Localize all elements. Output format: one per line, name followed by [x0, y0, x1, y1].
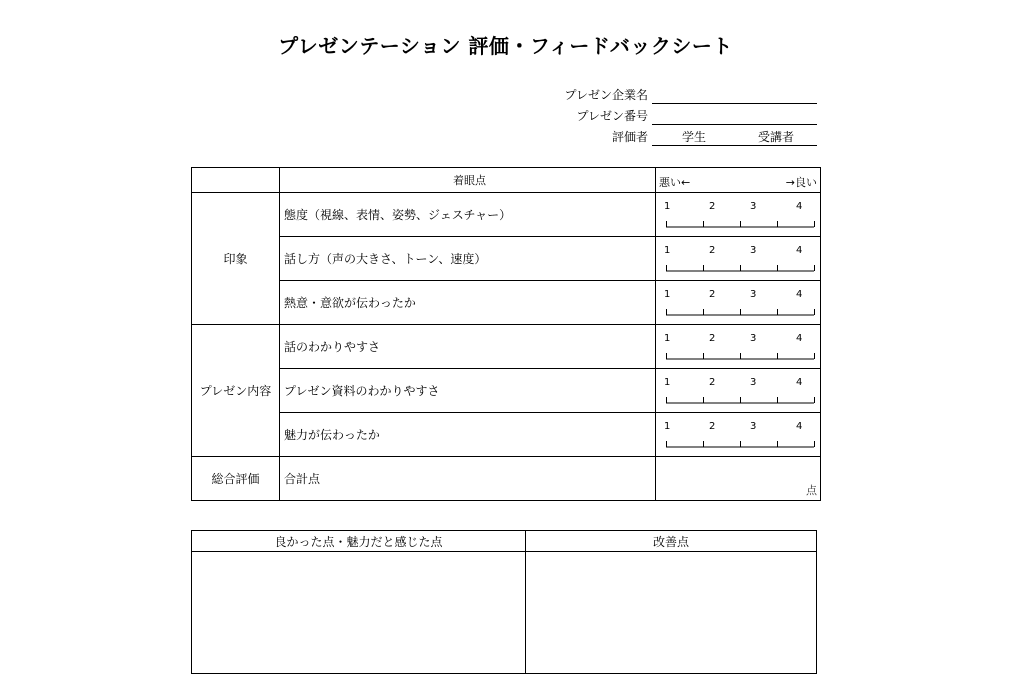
- total-row: [192, 457, 821, 501]
- rating-scale[interactable]: [656, 237, 821, 281]
- scale-number-3: 3: [750, 333, 757, 344]
- header-empty: [192, 168, 280, 193]
- total-score-field[interactable]: [656, 457, 821, 501]
- scale-ruler: [656, 281, 820, 324]
- scale-number-2: 2: [709, 201, 716, 212]
- scale-number-2: 2: [709, 421, 716, 432]
- feedback-table: [191, 530, 817, 674]
- category-total: 総合評価: [192, 457, 280, 501]
- total-label: 合計点: [280, 457, 656, 501]
- scale-wrap: [656, 325, 820, 368]
- header-scale: [656, 168, 821, 193]
- item-label: 魅力が伝わったか: [280, 413, 656, 457]
- table-row: [192, 413, 821, 457]
- scale-number-3: 3: [750, 377, 757, 388]
- scale-number-1: 1: [664, 245, 671, 256]
- item-label: 態度（視線、表情、姿勢、ジェスチャー）: [280, 193, 656, 237]
- improvements-field[interactable]: [526, 552, 817, 674]
- scale-number-1: 1: [664, 421, 671, 432]
- scale-number-2: 2: [709, 289, 716, 300]
- scale-number-4: 4: [796, 245, 803, 256]
- table-row: [192, 237, 821, 281]
- item-label: 話し方（声の大きさ、トーン、速度）: [280, 237, 656, 281]
- scale-ruler: [656, 369, 820, 412]
- table-header: [192, 168, 821, 193]
- scale-number-1: 1: [664, 333, 671, 344]
- company-label: プレゼン企業名: [564, 88, 648, 102]
- scale-number-2: 2: [709, 333, 716, 344]
- number-field[interactable]: [652, 107, 817, 125]
- rating-scale[interactable]: [656, 369, 821, 413]
- rating-scale[interactable]: [656, 193, 821, 237]
- item-label: プレゼン資料のわかりやすさ: [280, 369, 656, 413]
- scale-number-4: 4: [796, 421, 803, 432]
- scale-number-4: 4: [796, 377, 803, 388]
- scale-number-1: 1: [664, 201, 671, 212]
- scale-ruler: [656, 413, 820, 456]
- scale-number-3: 3: [750, 201, 757, 212]
- header-good: →良い: [785, 176, 817, 189]
- feedback-body: [192, 552, 817, 674]
- category-content: プレゼン内容: [192, 325, 280, 457]
- scale-ruler: [656, 237, 820, 280]
- scale-wrap: [656, 237, 820, 280]
- scale-number-1: 1: [664, 289, 671, 300]
- scale-number-4: 4: [796, 333, 803, 344]
- scale-number-2: 2: [709, 245, 716, 256]
- table-row: [192, 369, 821, 413]
- table-row: [192, 281, 821, 325]
- scale-number-2: 2: [709, 377, 716, 388]
- scale-wrap: [656, 281, 820, 324]
- scale-number-3: 3: [750, 289, 757, 300]
- scale-wrap: [656, 369, 820, 412]
- page-title: プレゼンテーション 評価・フィードバックシート: [278, 34, 733, 58]
- evaluator-option-attendee[interactable]: 受講者: [758, 130, 795, 144]
- category-impression: 印象: [192, 193, 280, 325]
- item-label: 話のわかりやすさ: [280, 325, 656, 369]
- scale-number-1: 1: [664, 377, 671, 388]
- header-bad: 悪い←: [659, 176, 691, 189]
- scale-number-3: 3: [750, 421, 757, 432]
- scale-ruler: [656, 325, 820, 368]
- good-points-header: 良かった点・魅力だと感じた点: [192, 531, 526, 552]
- item-label: 熱意・意欲が伝わったか: [280, 281, 656, 325]
- scale-number-4: 4: [796, 289, 803, 300]
- evaluator-label: 評価者: [611, 130, 648, 144]
- scale-number-3: 3: [750, 245, 757, 256]
- table-row: [192, 193, 821, 237]
- rating-scale[interactable]: [656, 325, 821, 369]
- number-label: プレゼン番号: [576, 109, 648, 123]
- evaluation-table: [191, 167, 821, 501]
- scale-wrap: [656, 413, 820, 456]
- header-focus: 着眼点: [280, 168, 656, 193]
- scale-ruler: [656, 193, 820, 236]
- company-field[interactable]: [652, 86, 817, 104]
- evaluator-option-student[interactable]: 学生: [682, 130, 707, 144]
- rating-scale[interactable]: [656, 281, 821, 325]
- scale-number-4: 4: [796, 201, 803, 212]
- improvements-header: 改善点: [526, 531, 817, 552]
- scale-wrap: [656, 193, 820, 236]
- feedback-header: [192, 531, 817, 552]
- table-row: [192, 325, 821, 369]
- rating-scale[interactable]: [656, 413, 821, 457]
- total-unit: 点: [806, 484, 817, 497]
- good-points-field[interactable]: [192, 552, 526, 674]
